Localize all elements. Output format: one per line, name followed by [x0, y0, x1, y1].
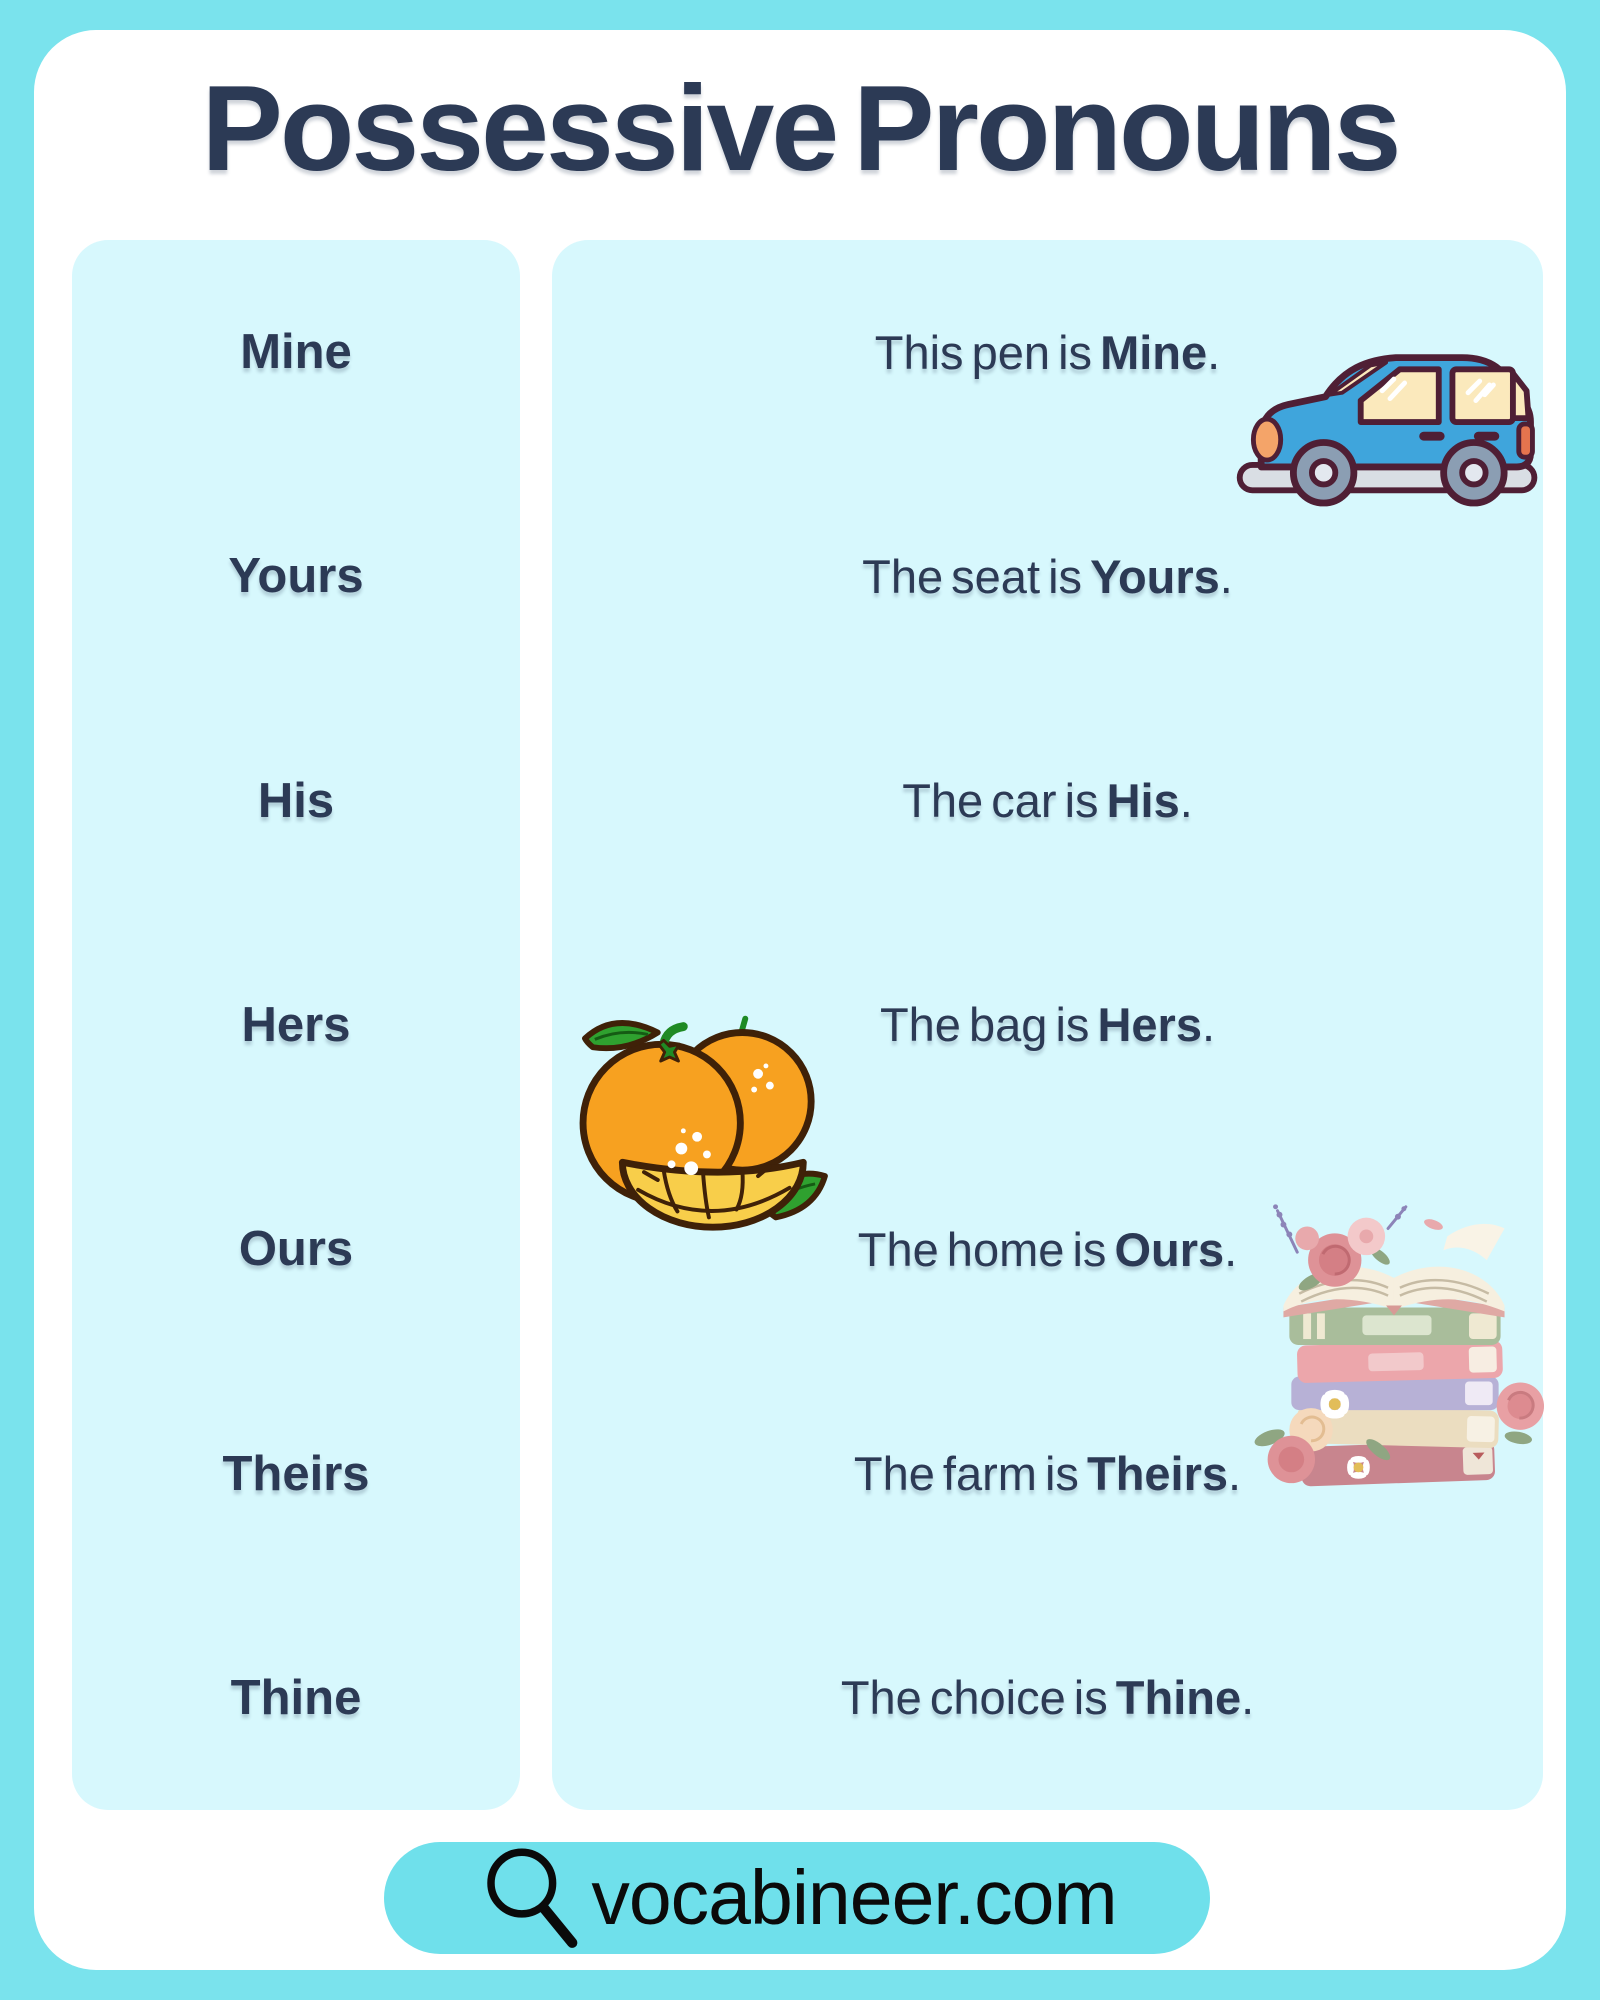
example-row [552, 1586, 1543, 1810]
example-sentence-hers [880, 997, 1215, 1052]
pronoun-label-ours: Ours [238, 1222, 354, 1277]
sentence-period: . [1228, 1447, 1242, 1501]
pronoun-label-hers: Hers [241, 997, 351, 1052]
search-icon [477, 1842, 589, 1954]
sentence-prefix: This pen is [874, 325, 1101, 379]
sentence-pronoun: Theirs [1087, 1447, 1229, 1501]
example-sentence-his [902, 773, 1193, 828]
sentence-period: . [1179, 774, 1193, 828]
sentence-pronoun: Yours [1090, 549, 1220, 603]
books-stack-illustration [1240, 1193, 1546, 1493]
pronoun-label-his: His [257, 773, 335, 828]
pronoun-label-thine: Thine [230, 1670, 362, 1725]
sentence-prefix: The choice is [840, 1671, 1116, 1725]
pronoun-row [72, 689, 520, 913]
sentence-prefix: The farm is [853, 1447, 1087, 1501]
example-sentence-mine [875, 325, 1220, 380]
car-illustration [1228, 336, 1550, 510]
examples-column [552, 240, 1543, 1810]
pronoun-row [72, 913, 520, 1137]
pronoun-label-mine: Mine [240, 325, 352, 380]
sentence-pronoun: His [1106, 774, 1180, 828]
sentence-prefix: The car is [902, 774, 1107, 828]
pronoun-label-theirs: Theirs [222, 1446, 370, 1501]
sentence-period: . [1207, 325, 1221, 379]
sentence-pronoun: Ours [1114, 1222, 1225, 1276]
oranges-illustration [565, 1003, 841, 1239]
sentence-prefix: The home is [857, 1222, 1115, 1276]
sentence-pronoun: Thine [1115, 1671, 1242, 1725]
page-title: Possessive Pronouns [201, 60, 1399, 196]
pronoun-column [72, 240, 520, 1810]
example-sentence-theirs [854, 1446, 1241, 1501]
sentence-prefix: The bag is [879, 998, 1098, 1052]
pronoun-row [72, 464, 520, 688]
sentence-period: . [1224, 1222, 1238, 1276]
sentence-period: . [1201, 998, 1216, 1052]
footer-pill [384, 1842, 1210, 1954]
pronoun-label-yours: Yours [228, 549, 364, 604]
sentence-period: . [1219, 549, 1233, 603]
example-sentence-thine [841, 1670, 1254, 1725]
pronoun-row [72, 1137, 520, 1361]
site-label: vocabineer.com [591, 1854, 1117, 1941]
sentence-pronoun: Hers [1097, 998, 1202, 1052]
pronoun-row [72, 1361, 520, 1585]
example-sentence-ours [858, 1222, 1237, 1277]
sentence-prefix: The seat is [862, 549, 1091, 603]
example-sentence-yours [862, 549, 1233, 604]
example-row [552, 689, 1543, 913]
sentence-pronoun: Mine [1100, 325, 1208, 379]
pronoun-row [72, 240, 520, 464]
pronoun-row [72, 1586, 520, 1810]
sentence-period: . [1241, 1671, 1255, 1725]
